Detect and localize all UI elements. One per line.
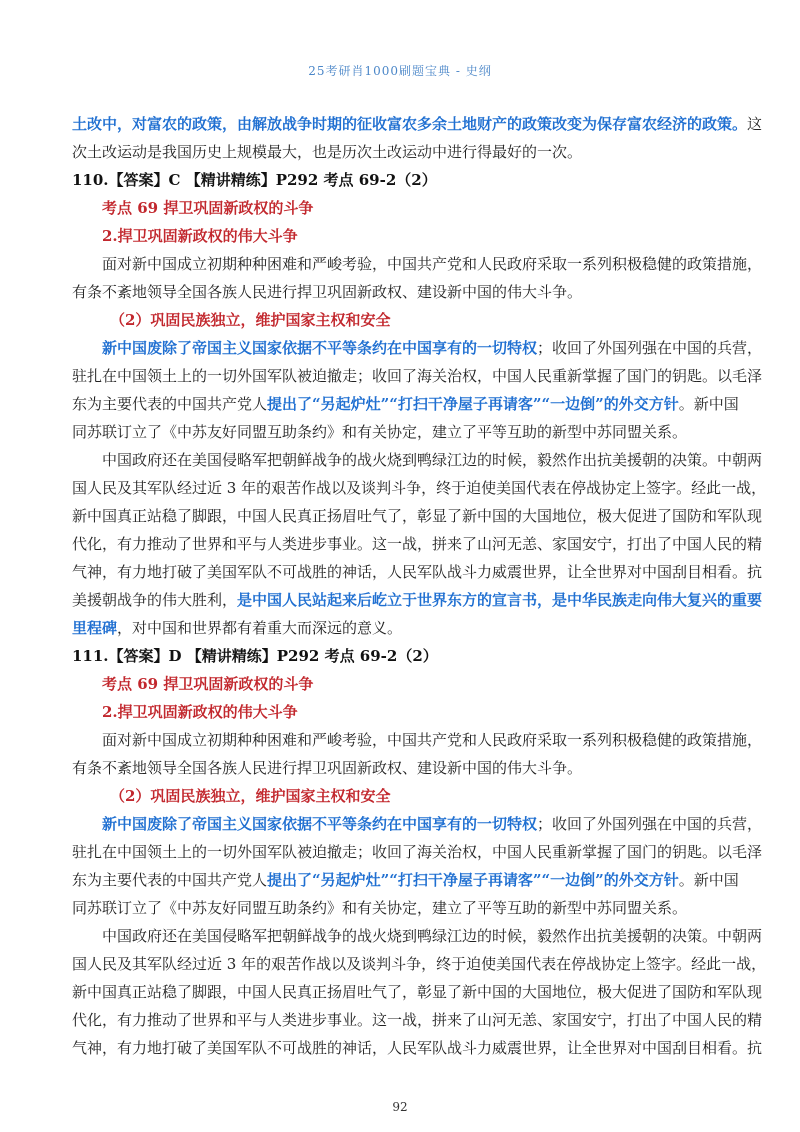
text-line — [72, 362, 763, 390]
paragraph-start — [72, 810, 763, 838]
body-text: 代化，有力推动了世界和平与人类进步事业。这一战，拼来了山河无恙、家国安宁，打出了中国人民的精 — [72, 1011, 763, 1029]
body-text: 。新中国 — [678, 871, 739, 889]
body-text: 气神，有力地打破了美国军队不可战胜的神话，人民军队战斗力威震世界，让全世界对中国刮目相看。抗 — [72, 563, 763, 581]
body-text: 次土改运动是我国历史上规模最大，也是历次土改运动中进行得最好的一次。 — [72, 143, 583, 161]
body-text: 美援朝战争的伟大胜利， — [72, 591, 238, 609]
body-text: 有条不紊地领导全国各族人民进行捍卫巩固新政权、建设新中国的伟大斗争。 — [72, 283, 583, 301]
body-text: 驻扎在中国领土上的一切外国军队被迫撤走；收回了海关治权，中国人民重新掌握了国门的钥匙。以毛泽 — [72, 367, 763, 385]
text-line — [72, 894, 728, 922]
text-line — [72, 558, 763, 586]
highlight-text: 土改中，对富农的政策，由解放战争时期的征收富农多余土地财产的政策改变为保存富农经济的政策。 — [72, 115, 748, 133]
body-text: （2）巩固民族独立，维护国家主权和安全 — [110, 311, 391, 329]
section-heading — [72, 698, 728, 726]
body-text: 中国政府还在美国侵略军把朝鲜战争的战火烧到鸭绿江边的时候，毅然作出抗美援朝的决策。中朝两 — [102, 451, 763, 469]
body-text: 新中国真正站稳了脚跟，中国人民真正扬眉吐气了，彰显了新中国的大国地位，极大促进了国防和军队现 — [72, 507, 763, 525]
body-text: 考点 69 捍卫巩固新政权的斗争 — [102, 199, 314, 217]
body-text: 111.【答案】D 【精讲精练】P292 考点 69-2（2） — [72, 647, 438, 665]
body-text: 2.捍卫巩固新政权的伟大斗争 — [102, 227, 298, 245]
body-text: 同苏联订立了《中苏友好同盟互助条约》和有关协定，建立了平等互助的新型中苏同盟关系。 — [72, 899, 688, 917]
body-text: 同苏联订立了《中苏友好同盟互助条约》和有关协定，建立了平等互助的新型中苏同盟关系。 — [72, 423, 688, 441]
text-line — [72, 530, 763, 558]
answer-content — [72, 110, 767, 1062]
body-text: （2）巩固民族独立，维护国家主权和安全 — [110, 787, 391, 805]
body-text: 这 — [747, 115, 763, 133]
text-line — [72, 838, 763, 866]
section-heading — [72, 222, 728, 250]
text-line — [72, 754, 728, 782]
text-line — [72, 1006, 763, 1034]
text-line — [72, 418, 728, 446]
body-text: 面对新中国成立初期种种困难和严峻考验，中国共产党和人民政府采取一系列积极稳健的政策措施， — [102, 731, 763, 749]
highlight-text: 提出了“另起炉灶”“打扫干净屋子再请客”“一边倒”的外交方针 — [267, 871, 679, 889]
body-text: ，对中国和世界都有着重大而深远的意义。 — [117, 619, 403, 637]
body-text: 国人民及其军队经过近 3 年的艰苦作战以及谈判斗争，终于迫使美国代表在停战协定上签字。经此一战， — [72, 479, 767, 497]
body-text: 面对新中国成立初期种种困难和严峻考验，中国共产党和人民政府采取一系列积极稳健的政策措施， — [102, 255, 763, 273]
text-line — [72, 278, 728, 306]
section-heading — [72, 670, 728, 698]
body-text: 110.【答案】C 【精讲精练】P292 考点 69-2（2） — [72, 171, 437, 189]
body-text: 东为主要代表的中国共产党人 — [72, 871, 268, 889]
body-text: 国人民及其军队经过近 3 年的艰苦作战以及谈判斗争，终于迫使美国代表在停战协定上签字。经此一战， — [72, 955, 767, 973]
text-line — [72, 390, 739, 418]
text-line — [72, 1034, 763, 1062]
section-heading — [72, 194, 728, 222]
page-number: 92 — [392, 1100, 408, 1114]
text-line — [72, 474, 767, 502]
highlight-text: 提出了“另起炉灶”“打扫干净屋子再请客”“一边倒”的外交方针 — [267, 395, 679, 413]
highlight-text: 新中国废除了帝国主义国家依据不平等条约在中国享有的一切特权 — [102, 339, 538, 357]
answer-heading — [72, 642, 728, 670]
body-text: 新中国真正站稳了脚跟，中国人民真正扬眉吐气了，彰显了新中国的大国地位，极大促进了国防和军队现 — [72, 983, 763, 1001]
body-text: 考点 69 捍卫巩固新政权的斗争 — [102, 675, 314, 693]
subsection-heading — [72, 306, 728, 334]
body-text: 气神，有力地打破了美国军队不可战胜的神话，人民军队战斗力威震世界，让全世界对中国刮目相看。抗 — [72, 1039, 763, 1057]
body-text: 中国政府还在美国侵略军把朝鲜战争的战火烧到鸭绿江边的时候，毅然作出抗美援朝的决策。中朝两 — [102, 927, 763, 945]
text-line — [72, 110, 763, 138]
body-text: 2.捍卫巩固新政权的伟大斗争 — [102, 703, 298, 721]
body-text: 代化，有力推动了世界和平与人类进步事业。这一战，拼来了山河无恙、家国安宁，打出了中国人民的精 — [72, 535, 763, 553]
body-text: 。新中国 — [678, 395, 739, 413]
text-line — [72, 502, 763, 530]
body-text: 驻扎在中国领土上的一切外国军队被迫撤走；收回了海关治权，中国人民重新掌握了国门的钥匙。以毛泽 — [72, 843, 763, 861]
body-text: 有条不紊地领导全国各族人民进行捍卫巩固新政权、建设新中国的伟大斗争。 — [72, 759, 583, 777]
body-text: ；收回了外国列强在中国的兵营， — [537, 815, 763, 833]
body-text: 东为主要代表的中国共产党人 — [72, 395, 268, 413]
paragraph-start — [72, 726, 763, 754]
paragraph-start — [72, 446, 763, 474]
text-line — [72, 950, 767, 978]
paragraph-start — [72, 250, 763, 278]
highlight-text: 里程碑 — [72, 619, 118, 637]
answer-heading — [72, 166, 728, 194]
text-line — [72, 866, 739, 894]
paragraph-start — [72, 334, 763, 362]
paragraph-start — [72, 922, 763, 950]
highlight-text: 新中国废除了帝国主义国家依据不平等条约在中国享有的一切特权 — [102, 815, 538, 833]
text-line — [72, 978, 763, 1006]
text-line — [72, 138, 728, 166]
highlight-text: 是中国人民站起来后屹立于世界东方的宣言书，是中华民族走向伟大复兴的重要 — [237, 591, 763, 609]
subsection-heading — [72, 782, 728, 810]
text-line — [72, 614, 728, 642]
body-text: ；收回了外国列强在中国的兵营， — [537, 339, 763, 357]
text-line — [72, 586, 763, 614]
page-header: 25考研肖1000刷题宝典 - 史纲 — [308, 64, 492, 78]
